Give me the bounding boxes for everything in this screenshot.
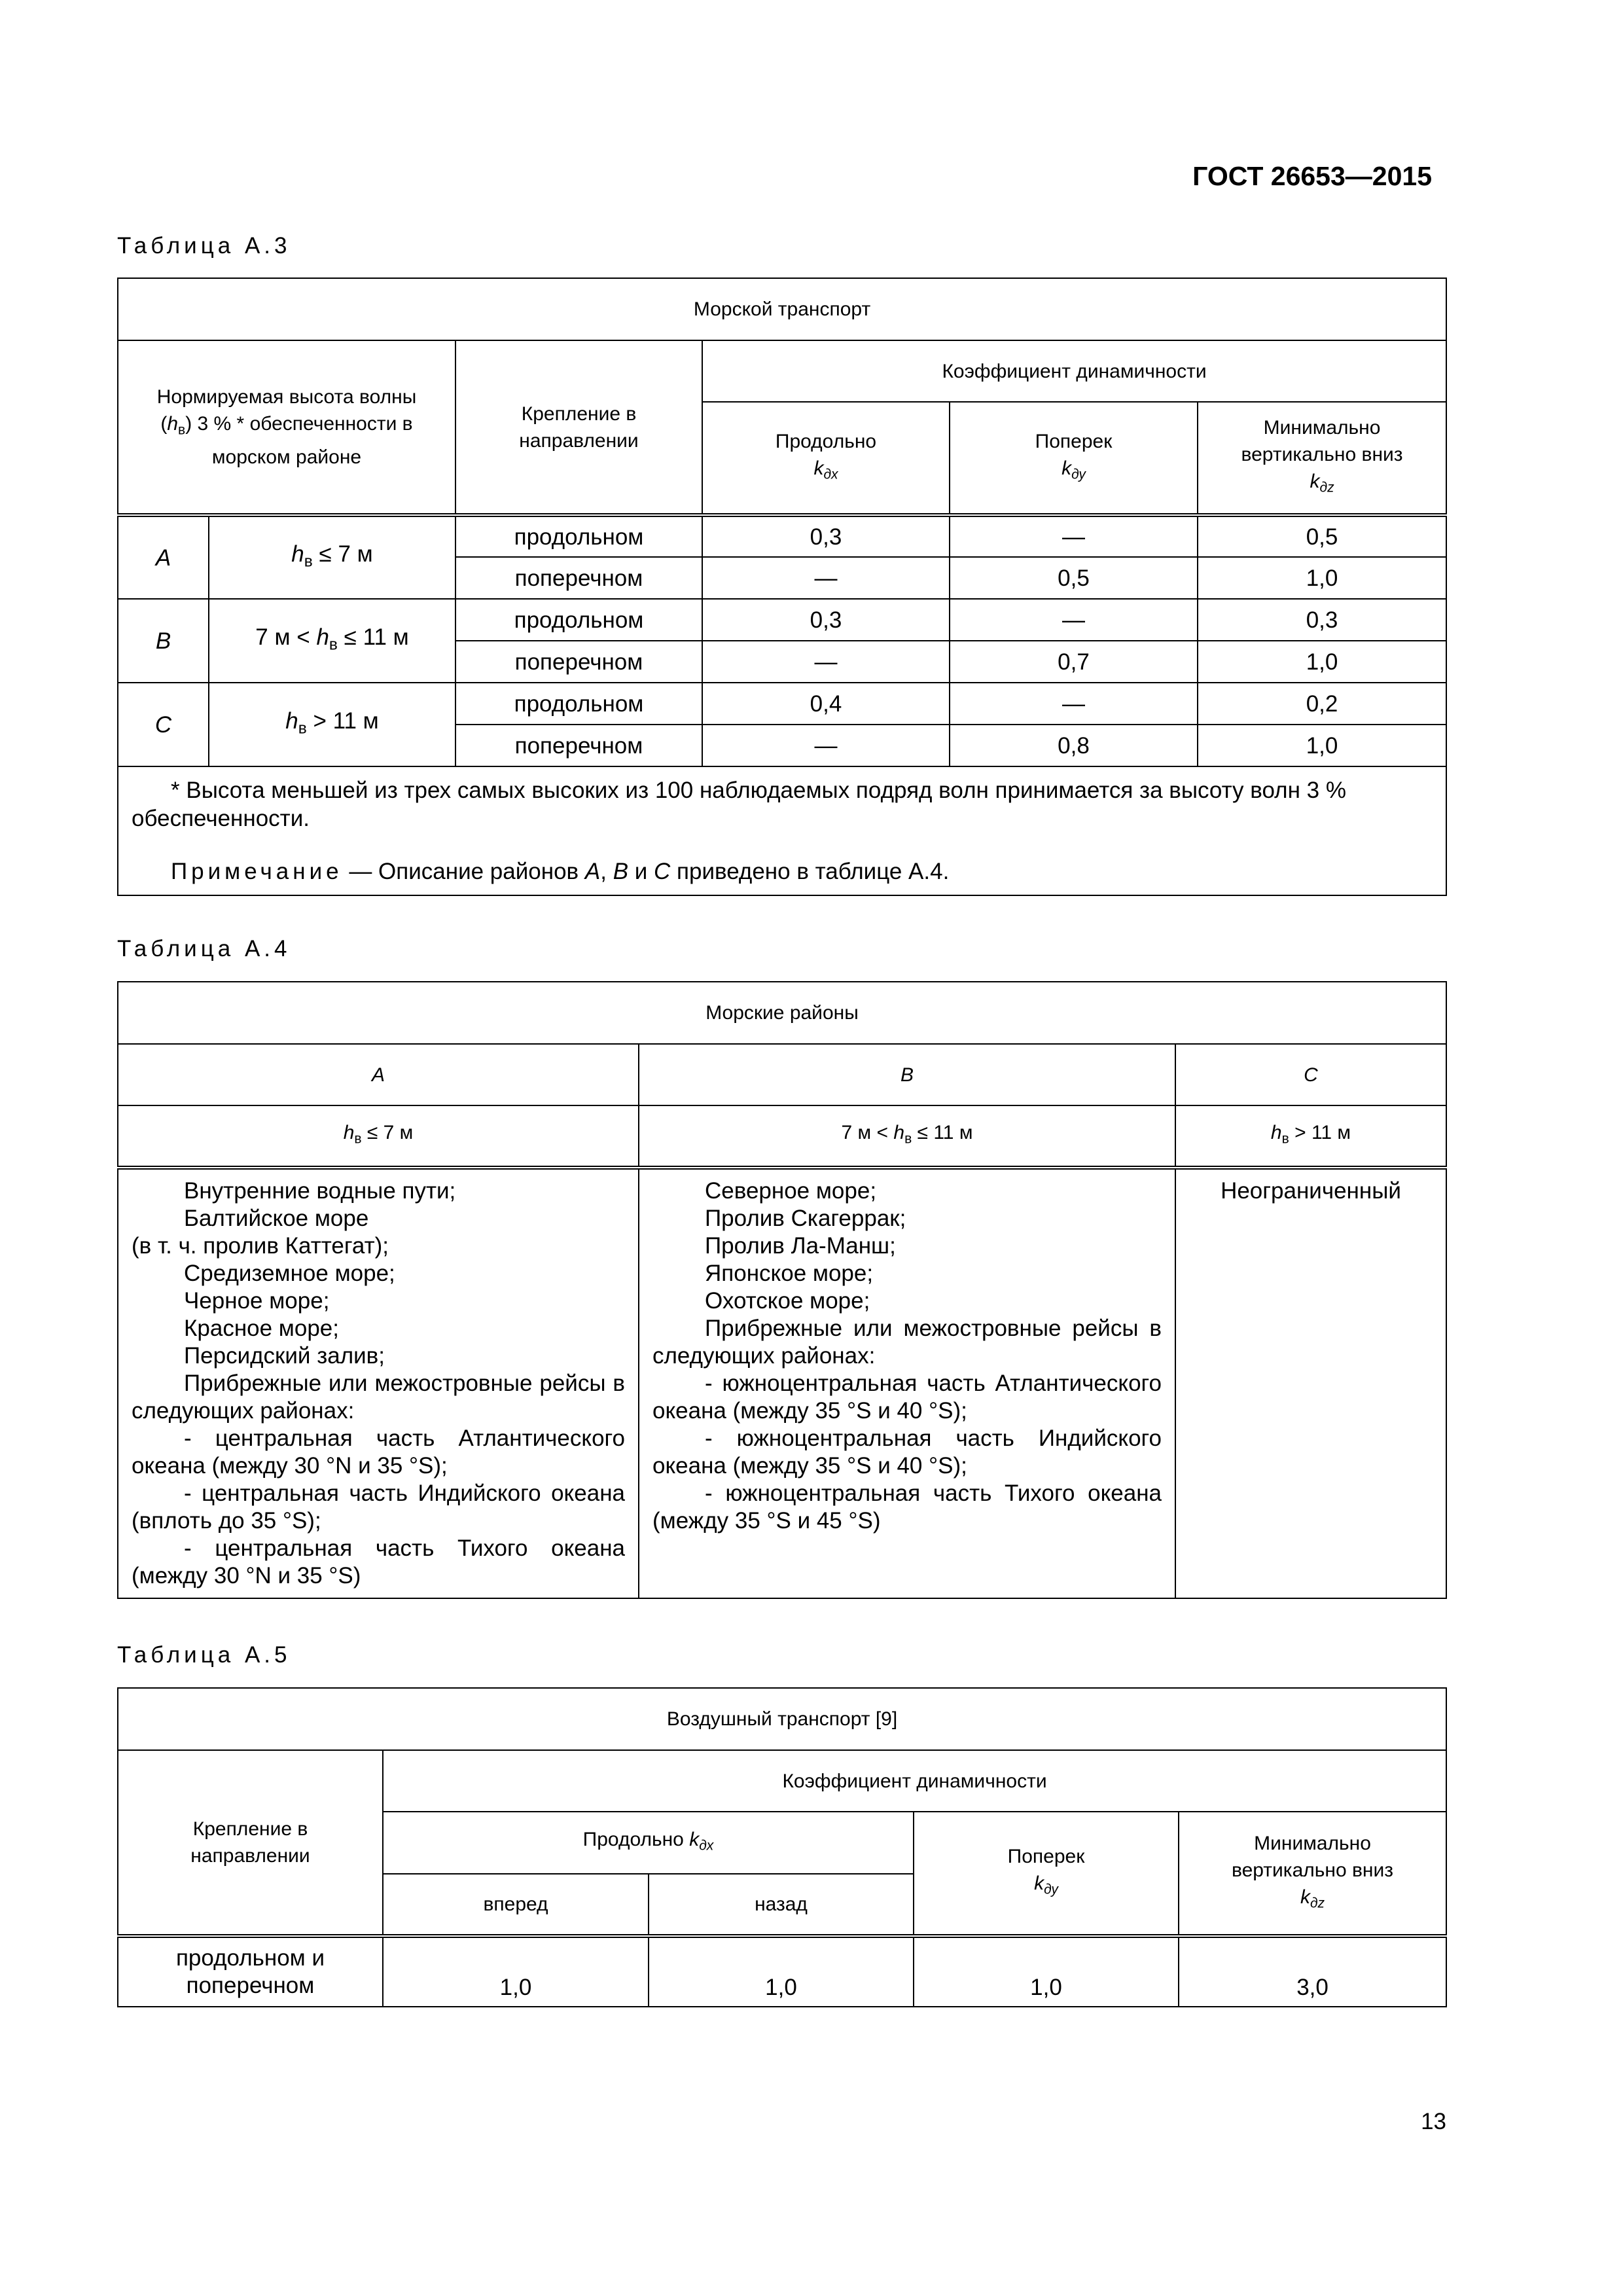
- list-item: (в т. ч. пролив Каттегат);: [132, 1233, 389, 1259]
- table-a3-ky: 0,5: [950, 557, 1198, 599]
- table-a4-title: Морские районы: [118, 982, 1446, 1044]
- table-a3-direction: поперечном: [455, 725, 702, 766]
- table-a3-note: Примечание — Описание районов A, B и C приведено в таблице А.4.: [171, 859, 950, 884]
- table-a4-list-b: [639, 1168, 1175, 1598]
- table-a3-direction: поперечном: [455, 641, 702, 683]
- table-a3-kx: —: [702, 725, 950, 766]
- table-a3-condition-b: 7 $м < h_в \le 11$ м: [209, 599, 455, 683]
- table-a3-kz: 1,0: [1198, 641, 1446, 683]
- table-a5-head-fixing: Крепление в направлении: [118, 1750, 383, 1936]
- table-a3-direction: поперечном: [455, 557, 702, 599]
- list-item: Средиземное море;: [184, 1261, 395, 1286]
- list-item: - центральная часть Атлантического океана (между 30 °N и 35 °S);: [132, 1426, 625, 1479]
- table-a3-kx: 0,3: [702, 599, 950, 641]
- table-a3-footnote: [118, 766, 1446, 895]
- table-a5-backward-value: 1,0: [649, 1936, 914, 2007]
- list-item: Японское море;: [705, 1261, 874, 1286]
- table-a3-head-transverse: Поперек $k_{ду}$: [950, 402, 1198, 515]
- list-item: Северное море;: [705, 1178, 877, 1204]
- table-a4-caption: Таблица А.4: [117, 936, 291, 961]
- table-a3-region-a: A: [118, 515, 209, 599]
- table-a5-head-transverse: Поперек $k_{ду}$: [914, 1812, 1179, 1936]
- table-a4-list-a: [118, 1168, 639, 1598]
- table-a3-kx: 0,3: [702, 515, 950, 557]
- list-item: - центральная часть Индийского океана (вплоть до 35 °S);: [132, 1480, 625, 1534]
- list-item: Охотское море;: [705, 1288, 870, 1314]
- document-code: ГОСТ 26653—2015: [1192, 161, 1432, 191]
- table-a3-ky: 0,8: [950, 725, 1198, 766]
- list-item: - южноцентральная часть Тихого океана (между 35 °S и 45 °S): [652, 1480, 1162, 1534]
- table-a3-caption: Таблица А.3: [117, 233, 291, 259]
- table-a4-list-c: Неограниченный: [1175, 1168, 1446, 1598]
- table-a4-cond-c: $h_в > 11$ м: [1175, 1105, 1446, 1168]
- table-a3-kz: 0,5: [1198, 515, 1446, 557]
- table-a5-transverse-value: 1,0: [914, 1936, 1179, 2007]
- table-a3-kz: 1,0: [1198, 557, 1446, 599]
- table-a5-vertical-value: 3,0: [1179, 1936, 1446, 2007]
- table-a3-kz: 0,3: [1198, 599, 1446, 641]
- table-a3-direction: продольном: [455, 515, 702, 557]
- table-a3-head-coefficient: Коэффициент динамичности: [702, 340, 1446, 402]
- list-item: Пролив Ла-Манш;: [705, 1233, 896, 1259]
- table-a4: [117, 981, 1447, 1599]
- table-a3-head-wave-height: Нормируемая высота волны $(h_в)$ 3 % * обеспеченности в морском районе: [118, 340, 455, 515]
- list-item: Внутренние водные пути;: [184, 1178, 456, 1204]
- table-a5-head-coefficient: Коэффициент динамичности: [383, 1750, 1446, 1812]
- table-a3-ky: 0,7: [950, 641, 1198, 683]
- table-a3-head-longitudinal: Продольно $k_{дх}$: [702, 402, 950, 515]
- table-a3-ky: —: [950, 599, 1198, 641]
- table-a3-kz: 0,2: [1198, 683, 1446, 725]
- list-item: Черное море;: [184, 1288, 330, 1314]
- table-a4-col-b: B: [639, 1044, 1175, 1105]
- table-a4-cond-a: $h_в \le 7$ м: [118, 1105, 639, 1168]
- table-a4-col-a: A: [118, 1044, 639, 1105]
- table-a3-kz: 1,0: [1198, 725, 1446, 766]
- list-item: Персидский залив;: [184, 1343, 385, 1369]
- table-a5-head-backward: назад: [649, 1874, 914, 1936]
- list-item: Балтийское море: [184, 1206, 369, 1231]
- table-a3-region-c: C: [118, 683, 209, 766]
- footnote-text: * Высота меньшей из трех самых высоких из 100 наблюдаемых подряд волн принимается за высоту волн 3 % обеспеченности.: [132, 778, 1346, 831]
- table-a3-condition-a: $h_в \le 7$ м: [209, 515, 455, 599]
- table-a3-ky: —: [950, 683, 1198, 725]
- table-a5-head-vertical: Минимально вертикально вниз $k_{дz}$: [1179, 1812, 1446, 1936]
- list-item: Красное море;: [184, 1316, 339, 1341]
- table-a5-forward-value: 1,0: [383, 1936, 649, 2007]
- table-a3-kx: 0,4: [702, 683, 950, 725]
- list-item: - южноцентральная часть Индийского океана (между 35 °S и 40 °S);: [652, 1426, 1162, 1479]
- table-a3-head-vertical: Минимально вертикально вниз $k_{дz}$: [1198, 402, 1446, 515]
- table-a3-direction: продольном: [455, 599, 702, 641]
- list-item: - южноцентральная часть Атлантического океана (между 35 °S и 40 °S);: [652, 1371, 1162, 1424]
- table-a5-head-longitudinal: Продольно $k_{дх}$: [383, 1812, 914, 1874]
- table-a5-title: Воздушный транспорт [9]: [118, 1688, 1446, 1750]
- table-a3-title: Морской транспорт: [118, 278, 1446, 340]
- list-item: Пролив Скагеррак;: [705, 1206, 906, 1231]
- table-a3-head-fixing: Крепление в направлении: [455, 340, 702, 515]
- table-a4-col-c: C: [1175, 1044, 1446, 1105]
- list-item: Прибрежные или межостровные рейсы в следующих районах:: [132, 1371, 625, 1424]
- page-number: 13: [1421, 2109, 1446, 2134]
- list-item: - центральная часть Тихого океана (между 30 °N и 35 °S): [132, 1535, 625, 1588]
- table-a5-caption: Таблица А.5: [117, 1642, 291, 1668]
- table-a3-ky: —: [950, 515, 1198, 557]
- table-a5-head-forward: вперед: [383, 1874, 649, 1936]
- table-a3-direction: продольном: [455, 683, 702, 725]
- table-a5: [117, 1687, 1447, 2007]
- table-a3-region-b: B: [118, 599, 209, 683]
- table-a3-kx: —: [702, 641, 950, 683]
- table-a3-condition-c: $h_в > 11$ м: [209, 683, 455, 766]
- table-a3: [117, 278, 1447, 896]
- table-a5-row-direction: продольном и поперечном: [118, 1936, 383, 2007]
- table-a4-cond-b: 7 $м < h_в \le 11$ м: [639, 1105, 1175, 1168]
- table-a3-kx: —: [702, 557, 950, 599]
- list-item: Прибрежные или межостровные рейсы в следующих районах:: [652, 1316, 1162, 1369]
